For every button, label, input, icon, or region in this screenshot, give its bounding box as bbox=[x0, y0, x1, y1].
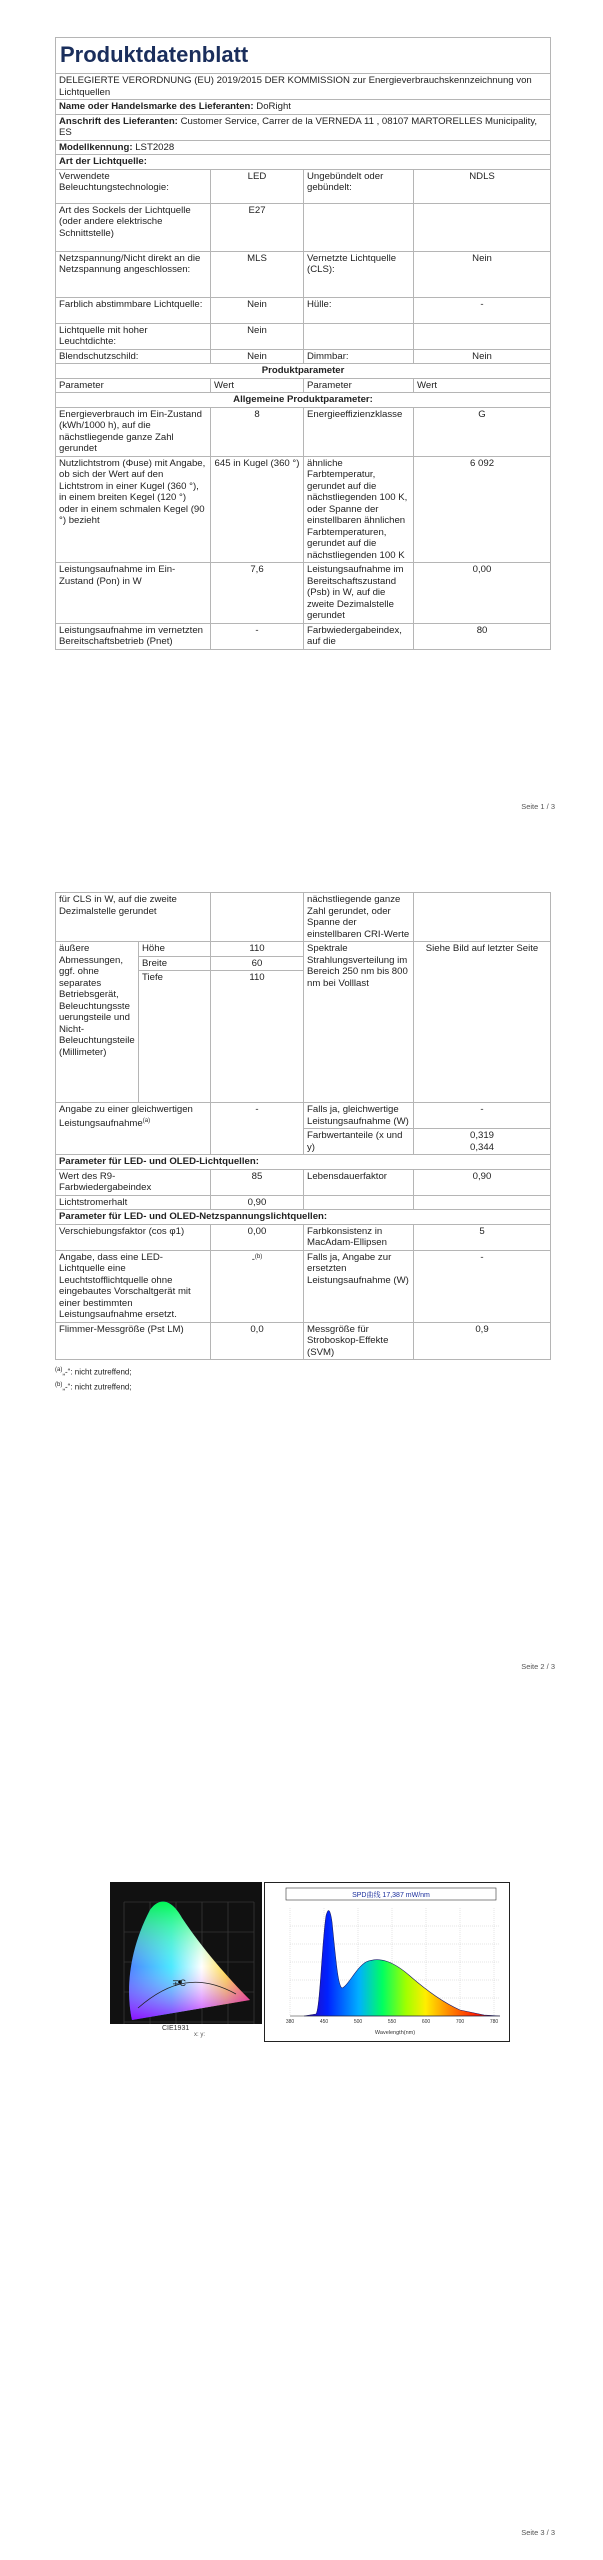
spec-row bbox=[56, 349, 551, 364]
supplier-address-value: Customer Service, Carrer de la VERNEDA 11 , 08107 MARTORELLES Municipality, ES bbox=[59, 115, 538, 138]
equivalent-power-label bbox=[56, 1103, 211, 1155]
param-row bbox=[56, 1322, 551, 1360]
svm-label: Messgröße für Stroboskop-Effekte (SVM) bbox=[304, 1322, 414, 1360]
lifetime-value: 0,90 bbox=[414, 1169, 551, 1195]
param-label: Leistungsaufnahme im Ein-Zustand (Pon) in W bbox=[56, 563, 211, 624]
cie-caption: CIE1931 bbox=[162, 2025, 190, 2032]
dimension-name: Tiefe bbox=[139, 971, 211, 1103]
supplier-name-label: Name oder Handelsmarke des Lieferanten: bbox=[59, 101, 254, 112]
spec-value: Nein bbox=[414, 349, 551, 364]
spec-row bbox=[56, 203, 551, 251]
spec-label: Art des Sockels der Lichtquelle (oder andere elektrische Schnittstelle) bbox=[56, 203, 211, 251]
spd-xlabel: Wavelength(nm) bbox=[374, 2030, 416, 2036]
replacement-watt-value: - bbox=[414, 1250, 551, 1322]
column-header-parameter: Parameter bbox=[304, 378, 414, 393]
model-row bbox=[56, 140, 551, 155]
spec-value: Nein bbox=[211, 349, 304, 364]
consistency-value: 5 bbox=[414, 1224, 551, 1250]
spec-label: Farblich abstimmbare Lichtquelle: bbox=[56, 297, 211, 323]
param-label: Farbwiedergabeindex, auf die bbox=[304, 623, 414, 649]
replacement-label: Angabe, dass eine LED-Lichtquelle eine Leuchtstofflichtquelle ohne eingebautes Vorschaltgerät mit einer bestimmten Leistungsaufnahme ersetzt. bbox=[56, 1250, 211, 1322]
replacement-value-text: - bbox=[251, 1253, 255, 1265]
spec-value: Nein bbox=[211, 323, 304, 349]
spec-value bbox=[414, 203, 551, 251]
footnote-ref-a: (a) bbox=[142, 1117, 151, 1124]
page-number: Seite 1 / 3 bbox=[521, 802, 555, 811]
light-source-type-header: Art der Lichtquelle: bbox=[56, 155, 551, 170]
cie-marker-label: ∓C bbox=[172, 1978, 187, 1988]
spec-value bbox=[414, 323, 551, 349]
param-value: 8 bbox=[211, 407, 304, 456]
spec-value: E27 bbox=[211, 203, 304, 251]
page-number: Seite 3 / 3 bbox=[521, 2528, 555, 2537]
empty-cell bbox=[414, 1195, 551, 1210]
spec-value: - bbox=[414, 297, 551, 323]
general-params-header: Allgemeine Produktparameter: bbox=[56, 393, 551, 408]
footnote-a-mark: (a) bbox=[55, 1367, 63, 1373]
document-title: Produktdatenblatt bbox=[56, 38, 551, 74]
param-value: 7,6 bbox=[211, 563, 304, 624]
page-3 bbox=[0, 1700, 603, 2560]
footnote-b bbox=[55, 1379, 550, 1394]
dimension-value: 60 bbox=[211, 956, 304, 971]
supplier-name-row bbox=[56, 100, 551, 115]
param-row bbox=[56, 563, 551, 624]
footnote-b-mark: (b) bbox=[55, 1381, 63, 1388]
spd-chart-graphic bbox=[264, 1882, 510, 2042]
empty-cell bbox=[304, 1195, 414, 1210]
svm-value: 0,9 bbox=[414, 1322, 551, 1360]
param-label: Leistungsaufnahme im vernetzten Bereitschaftsbetrieb (Pnet) bbox=[56, 623, 211, 649]
spd-title: SPD曲线 17,387 mW/nm bbox=[352, 1892, 430, 1899]
dimension-value: 110 bbox=[211, 971, 304, 1103]
param-value: 80 bbox=[414, 623, 551, 649]
consistency-label: Farbkonsistenz in MacAdam-Ellipsen bbox=[304, 1224, 414, 1250]
flicker-label: Flimmer-Messgröße (Pst LM) bbox=[56, 1322, 211, 1360]
equivalent-power-value: - bbox=[211, 1103, 304, 1155]
model-value: LST2028 bbox=[135, 141, 175, 153]
spec-label bbox=[304, 203, 414, 251]
regulation-text: DELEGIERTE VERORDNUNG (EU) 2019/2015 DER KOMMISSION zur Energieverbrauchskennzeichnung von Lichtquellen bbox=[56, 74, 551, 100]
param-row bbox=[56, 1195, 551, 1210]
column-header-parameter: Parameter bbox=[56, 378, 211, 393]
dimension-name: Höhe bbox=[139, 942, 211, 957]
param-label: Leistungsaufnahme im Bereitschaftszustand (Psb) in W, auf die zweite Dezimalstelle gerundet bbox=[304, 563, 414, 624]
equivalent-power-row bbox=[56, 1103, 551, 1129]
spec-row bbox=[56, 169, 551, 203]
spec-label: Ungebündelt oder gebündelt: bbox=[304, 169, 414, 203]
svg-text:780: 780 bbox=[489, 2019, 499, 2025]
led-section-header: Parameter für LED- und OLED-Lichtquellen: bbox=[56, 1155, 551, 1170]
continued-label: für CLS in W, auf die zweite Dezimalstelle gerundet bbox=[56, 893, 211, 942]
param-row bbox=[56, 456, 551, 563]
svg-text:500: 500 bbox=[353, 2019, 363, 2025]
replacement-watt-label: Falls ja, Angabe zur ersetzten Leistungsaufnahme (W) bbox=[304, 1250, 414, 1322]
cie-coords-caption: x: y: bbox=[194, 2032, 206, 2038]
spec-label bbox=[304, 323, 414, 349]
chromaticity-value bbox=[414, 1129, 551, 1155]
continued-value bbox=[211, 893, 304, 942]
lifetime-label: Lebensdauerfaktor bbox=[304, 1169, 414, 1195]
spd-chart bbox=[264, 1882, 510, 2042]
maintenance-value: 0,90 bbox=[211, 1195, 304, 1210]
svg-text:450: 450 bbox=[319, 2019, 329, 2025]
page-1 bbox=[0, 0, 603, 830]
datasheet-table-1 bbox=[55, 37, 550, 650]
product-params-header: Produktparameter bbox=[56, 364, 551, 379]
column-header-row bbox=[56, 378, 551, 393]
spec-label: Netzspannung/Nicht direkt an die Netzspannung angeschlossen: bbox=[56, 251, 211, 297]
r9-label: Wert des R9-Farbwiedergabeindex bbox=[56, 1169, 211, 1195]
param-value: 645 in Kugel (360 °) bbox=[211, 456, 304, 563]
replacement-value bbox=[211, 1250, 304, 1322]
dimension-name: Breite bbox=[139, 956, 211, 971]
param-value: 6 092 bbox=[414, 456, 551, 563]
page-number: Seite 2 / 3 bbox=[521, 1662, 555, 1671]
spectral-label: Spektrale Strahlungsverteilung im Bereich 250 nm bis 800 nm bei Volllast bbox=[304, 942, 414, 1103]
spec-row bbox=[56, 251, 551, 297]
continued-value bbox=[414, 893, 551, 942]
spec-value: NDLS bbox=[414, 169, 551, 203]
spec-label: Dimmbar: bbox=[304, 349, 414, 364]
cie-diagram-graphic bbox=[110, 1882, 262, 2042]
spec-label: Hülle: bbox=[304, 297, 414, 323]
param-label: Energieeffizienzklasse bbox=[304, 407, 414, 456]
maintenance-label: Lichtstromerhalt bbox=[56, 1195, 211, 1210]
footnotes bbox=[55, 1364, 550, 1393]
svg-text:380: 380 bbox=[285, 2019, 295, 2025]
param-row bbox=[56, 1224, 551, 1250]
param-row bbox=[56, 407, 551, 456]
spec-label: Lichtquelle mit hoher Leuchtdichte: bbox=[56, 323, 211, 349]
equivalent-watt-value: - bbox=[414, 1103, 551, 1129]
param-row bbox=[56, 1169, 551, 1195]
dimension-row bbox=[56, 942, 551, 957]
spectral-value: Siehe Bild auf letzter Seite bbox=[414, 942, 551, 1103]
spec-label: Blendschutzschild: bbox=[56, 349, 211, 364]
footnote-a bbox=[55, 1364, 550, 1379]
continued-label: nächstliegende ganze Zahl gerundet, oder Spanne der einstellbaren CRI-Werte bbox=[304, 893, 414, 942]
chromaticity-y: 0,344 bbox=[469, 1141, 494, 1153]
displacement-value: 0,00 bbox=[211, 1224, 304, 1250]
mains-section-header: Parameter für LED- und OLED-Netzspannungslichtquellen: bbox=[56, 1210, 551, 1225]
spec-value: LED bbox=[211, 169, 304, 203]
column-header-value: Wert bbox=[414, 378, 551, 393]
r9-value: 85 bbox=[211, 1169, 304, 1195]
spec-value: Nein bbox=[414, 251, 551, 297]
param-row bbox=[56, 1250, 551, 1322]
param-label: ähnliche Farbtemperatur, gerundet auf die nächstliegenden 100 K, oder Spanne der einstellbaren ähnlichen Farbtemperaturen, gerundet auf die nächstliegenden 100 K bbox=[304, 456, 414, 563]
footnote-a-text: „-“: nicht zutreffend; bbox=[62, 1367, 132, 1377]
param-value: G bbox=[414, 407, 551, 456]
continued-row bbox=[56, 893, 551, 942]
supplier-address-row bbox=[56, 114, 551, 140]
param-value: - bbox=[211, 623, 304, 649]
column-header-value: Wert bbox=[211, 378, 304, 393]
dimension-value: 110 bbox=[211, 942, 304, 957]
datasheet-table-2 bbox=[55, 892, 550, 1393]
flicker-value: 0,0 bbox=[211, 1322, 304, 1360]
spec-row bbox=[56, 297, 551, 323]
svg-text:550: 550 bbox=[387, 2019, 397, 2025]
footnote-ref-b: (b) bbox=[254, 1253, 263, 1260]
svg-text:600: 600 bbox=[421, 2019, 431, 2025]
page-2 bbox=[0, 850, 603, 1680]
model-label: Modellkennung: bbox=[59, 141, 133, 153]
chromaticity-label: Farbwertanteile (x und y) bbox=[304, 1129, 414, 1155]
spec-value: MLS bbox=[211, 251, 304, 297]
spec-value: Nein bbox=[211, 297, 304, 323]
spec-label: Vernetzte Lichtquelle (CLS): bbox=[304, 251, 414, 297]
supplier-address-label: Anschrift des Lieferanten: bbox=[59, 115, 178, 127]
param-label: Nutzlichtstrom (Φuse) mit Angabe, ob sich der Wert auf den Lichtstrom in einer Kugel (360 °), in einem breiten Kegel (120 °) oder in einem schmalen Kegel (90 °) bezieht bbox=[56, 456, 211, 563]
cie-diagram bbox=[110, 1882, 262, 2042]
displacement-label: Verschiebungsfaktor (cos φ1) bbox=[56, 1224, 211, 1250]
footnote-b-text: „-“: nicht zutreffend; bbox=[62, 1382, 132, 1392]
spec-label: Verwendete Beleuchtungstechnologie: bbox=[56, 169, 211, 203]
spec-row bbox=[56, 323, 551, 349]
supplier-name-value: DoRight bbox=[256, 101, 291, 112]
svg-text:700: 700 bbox=[455, 2019, 465, 2025]
param-row bbox=[56, 623, 551, 649]
param-label: Energieverbrauch im Ein-Zustand (kWh/1000 h), auf die nächstliegende ganze Zahl gerundet bbox=[56, 407, 211, 456]
equivalent-watt-label: Falls ja, gleichwertige Leistungsaufnahme (W) bbox=[304, 1103, 414, 1129]
chromaticity-x: 0,319 bbox=[469, 1130, 494, 1141]
dimensions-label: äußere Abmessungen, ggf. ohne separates Betriebsgerät, Beleuchtungssteuerungsteile und Nicht-Beleuchtungsteile (Millimeter) bbox=[56, 942, 139, 1103]
param-value: 0,00 bbox=[414, 563, 551, 624]
equivalent-power-text: Angabe zu einer gleichwertigen Leistungsaufnahme bbox=[59, 1104, 193, 1129]
